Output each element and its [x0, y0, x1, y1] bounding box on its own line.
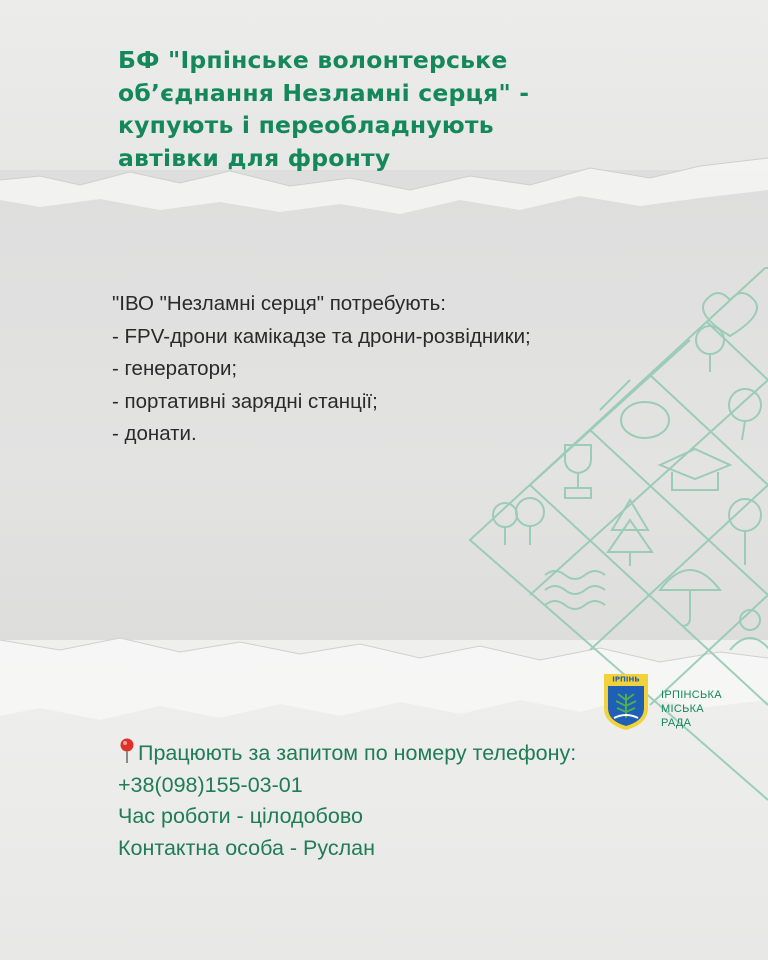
logo-line: ІРПІНСЬКА [661, 689, 722, 701]
list-item: - FPV-дрони камікадзе та дрони-розвідники; [112, 324, 531, 348]
phone-number: +38(098)155-03-01 [118, 772, 303, 797]
person-icon [730, 610, 768, 650]
balloon-icon [729, 389, 761, 440]
irpin-coat-of-arms-icon [602, 674, 650, 732]
contact-block [118, 738, 738, 864]
emblem-text: ІРПІНЬ [612, 675, 640, 684]
list-item: - генератори; [112, 357, 238, 380]
title-line: БФ "Ірпінське волонтерське [118, 46, 508, 74]
city-council-label [661, 688, 751, 730]
page-title [118, 44, 678, 174]
leafy-tree-icon [729, 499, 761, 565]
forest-icon [493, 498, 544, 545]
logo-line: РАДА [661, 717, 692, 729]
umbrella-icon [660, 570, 720, 626]
list-item: - донати. [112, 422, 197, 445]
list-item: - портативні зарядні станції; [112, 389, 378, 413]
trophy-icon [565, 445, 591, 498]
round-pushpin-icon [118, 738, 136, 764]
title-line: купують і переобладнують [118, 111, 494, 139]
graduation-cap-icon [660, 449, 730, 490]
needs-heading: "ІВО "Незламні серця" потребують: [112, 292, 446, 315]
needs-block [112, 288, 672, 451]
contact-person: Контактна особа - Руслан [118, 835, 375, 860]
title-line: автівки для фронту [118, 143, 391, 172]
pine-tree-icon [608, 500, 652, 566]
heart-icon [703, 293, 757, 336]
waves-icon [545, 571, 605, 609]
contact-request-line [118, 738, 738, 770]
working-hours: Час роботи - цілодобово [118, 804, 363, 828]
logo-line: МІСЬКА [661, 703, 704, 715]
title-line: об’єднання Незламні серця" - [118, 78, 530, 107]
contact-request-text: Працюють за запитом по номеру телефону: [138, 741, 577, 765]
